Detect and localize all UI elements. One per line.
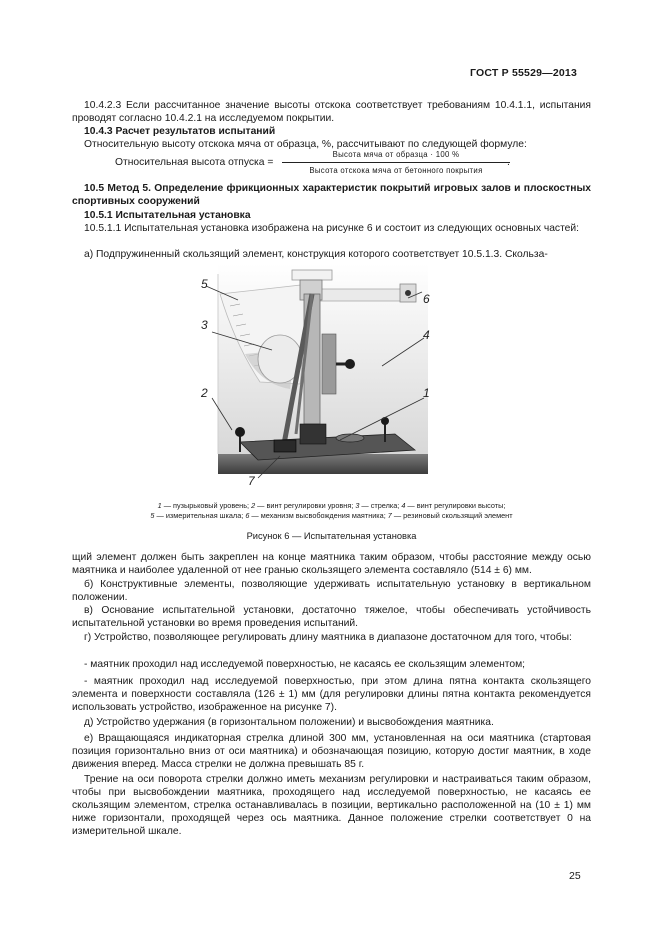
callout-6: 6 — [423, 292, 430, 306]
paragraph-pointer-friction: Трение на оси поворота стрелки должно иметь механизм регулировки и настраиваться таким образом, чтобы при высвобождении маятника, проходящего над исследуемой поверхностью, не касаясь ее скользящим элементом, стрелка останавливалась в позиции, вертикально расположенной на (10 ± 1) мм ниже горизонтали, проходящей через ось маятника. Данное положение стрелки соответствует 0 на измерительной шкале. — [72, 774, 591, 837]
callout-2: 2 — [201, 386, 208, 400]
paragraph-10-4-2-3: 10.4.2.3 Если рассчитанное значение высоты отскока соответствует требованиям 10.4.1.1, испытания проводят согласно 10.4.2.1 на исследуемом покрытии. — [72, 100, 591, 124]
legend-text: — винт регулировки высоты; — [405, 501, 506, 510]
callout-1: 1 — [423, 386, 430, 400]
legend-text: — механизм высвобождения маятника; — [249, 511, 388, 520]
legend-key: 6 — [245, 511, 250, 520]
legend-key: 1 — [157, 501, 162, 510]
paragraph-dash-2: - маятник проходил над исследуемой поверхностью, при этом длина пятна контакта скользящего элемента и поверхности составляла (126 ± 1) мм (для регулировки длины пятна контакта рекомендуется использовать устройство, изображенное на рисунке 7). — [72, 676, 591, 713]
formula-denominator: Высота отскока мяча от бетонного покрытия — [309, 166, 483, 175]
callout-4: 4 — [423, 328, 430, 342]
fraction-bar — [282, 162, 510, 163]
legend-key: 2 — [251, 501, 256, 510]
paragraph-dash-1: - маятник проходил над исследуемой поверхностью, не касаясь ее скользящим элементом; — [84, 659, 526, 670]
figure-legend-line-2 — [72, 511, 591, 522]
paragraph-item-g: г) Устройство, позволяющее регулировать длину маятника в диапазоне достаточном для того, чтобы: — [84, 632, 572, 643]
legend-text: — измерительная шкала; — [154, 511, 246, 520]
callout-3: 3 — [201, 318, 208, 332]
formula-label: Относительная высота отпуска = — [115, 157, 274, 168]
page-number: 25 — [569, 870, 581, 882]
legend-key: 4 — [401, 501, 406, 510]
figure-title: Рисунок 6 — Испытательная установка — [246, 531, 417, 541]
callout-5: 5 — [201, 277, 208, 291]
paragraph-10-5-1-1: 10.5.1.1 Испытательная установка изображена на рисунке 6 и состоит из следующих основных частей: — [84, 223, 580, 234]
formula-numerator: Высота мяча от образца · 100 % — [332, 150, 460, 159]
legend-key: 5 — [150, 511, 155, 520]
formula-fraction — [282, 149, 510, 177]
paragraph-item-e: е) Вращающаяся индикаторная стрелка длиной 300 мм, установленная на оси маятника (стартовая позиция горизонтально вниз от оси маятника) и обозначающая позицию, которую достиг маятник, в ходе движения вперед. Масса стрелки не должна превышать 85 г. — [72, 733, 591, 770]
paragraph-item-v: в) Основание испытательной установки, достаточно тяжелое, чтобы обеспечивать устойчивость испытательной установки во время проведения испытаний. — [72, 605, 591, 629]
legend-key: 7 — [387, 511, 392, 520]
paragraph-item-d: д) Устройство удержания (в горизонтальном положении) и высвобождения маятника. — [84, 717, 494, 728]
document-header: ГОСТ Р 55529—2013 — [470, 67, 578, 79]
paragraph-item-a: а) Подпружиненный скользящий элемент, конструкция которого соответствует 10.5.1.3. Скольза- — [84, 249, 548, 260]
legend-text: — резиновый скользящий элемент — [391, 511, 513, 520]
legend-text: — пузырьковый уровень; — [161, 501, 252, 510]
heading-10-5-1: 10.5.1 Испытательная установка — [84, 210, 251, 221]
legend-text: — винт регулировки уровня; — [255, 501, 356, 510]
heading-10-5: 10.5 Метод 5. Определение фрикционных характеристик покрытий игровых залов и плоскостных спортивных сооружений — [72, 183, 591, 207]
heading-10-4-3: 10.4.3 Расчет результатов испытаний — [84, 126, 276, 137]
figure-legend-line-1 — [72, 501, 591, 512]
paragraph-formula-intro: Относительную высоту отскока мяча от образца, %, рассчитывают по следующей формуле: — [84, 139, 527, 150]
paragraph-continuation: щий элемент должен быть закреплен на конце маятника таким образом, чтобы расстояние между осью маятника и наиболее удаленной от нее гранью скользящего элемента составляло (514 ± 6) мм. — [72, 552, 591, 576]
formula-end: . — [507, 157, 510, 168]
paragraph-item-b: б) Конструктивные элементы, позволяющие удерживать испытательную установку в вертикальном положении. — [72, 579, 591, 603]
figure-callout-lines — [190, 270, 450, 500]
legend-text: — стрелка; — [359, 501, 402, 510]
legend-key: 3 — [355, 501, 360, 510]
callout-7: 7 — [248, 474, 255, 488]
